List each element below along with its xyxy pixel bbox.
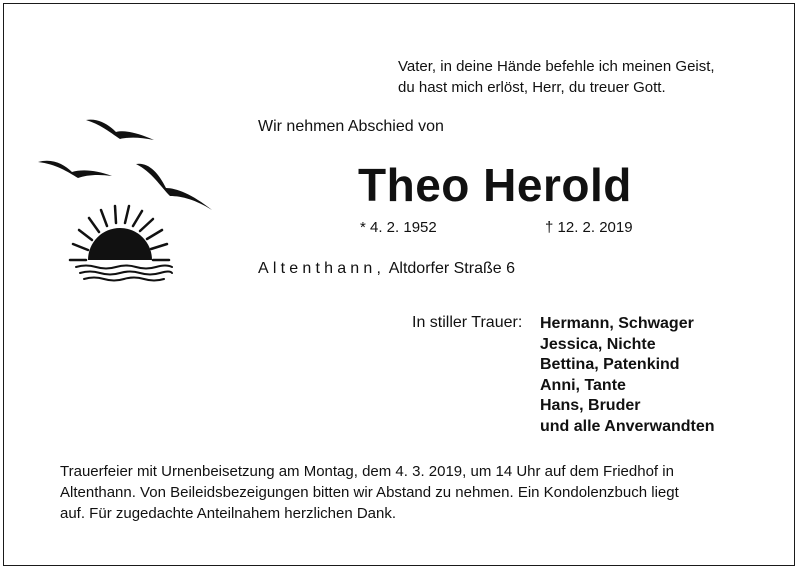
residence [258,260,515,278]
seagull-icon [38,161,112,178]
residence-town: Altenthann, [258,260,386,277]
mourning-label: In stiller Trauer: [412,314,523,331]
funeral-info-line-3: auf. Für zugedachte Anteilnahem herzlichen Dank. [60,505,397,522]
bible-verse [398,56,715,98]
deceased-name: Theo Herold [358,159,632,211]
mourner-item: Anni, Tante [540,376,626,394]
funeral-info-line-1: Trauerfeier mit Urnenbeisetzung am Montag, dem 4. 3. 2019, um 14 Uhr auf dem Friedhof in [60,463,674,480]
mourner-item: Jessica, Nichte [540,335,656,353]
verse-line-1: Vater, in deine Hände befehle ich meinen Geist, [398,58,715,75]
funeral-info-line-2: Altenthann. Von Beileidsbezeigungen bitten wir Abstand zu nehmen. Ein Kondolenzbuch liegt [60,484,679,501]
birth-date: * 4. 2. 1952 [360,219,437,236]
seagull-icon [136,164,212,210]
verse-line-2: du hast mich erlöst, Herr, du treuer Gott. [398,79,666,96]
death-date: † 12. 2. 2019 [545,219,633,236]
farewell-intro: Wir nehmen Abschied von [258,118,444,135]
seagull-icon [86,120,154,140]
sunset-seagulls-icon [36,112,216,282]
funeral-info [60,461,750,524]
mourner-item: Bettina, Patenkind [540,356,680,373]
residence-street: Altdorfer Straße 6 [385,260,515,277]
mourner-item: Hans, Bruder [540,397,641,414]
mourner-item: und alle Anverwandten [540,417,715,435]
mourner-item: Hermann, Schwager [540,315,694,332]
mourners-list [540,314,715,437]
